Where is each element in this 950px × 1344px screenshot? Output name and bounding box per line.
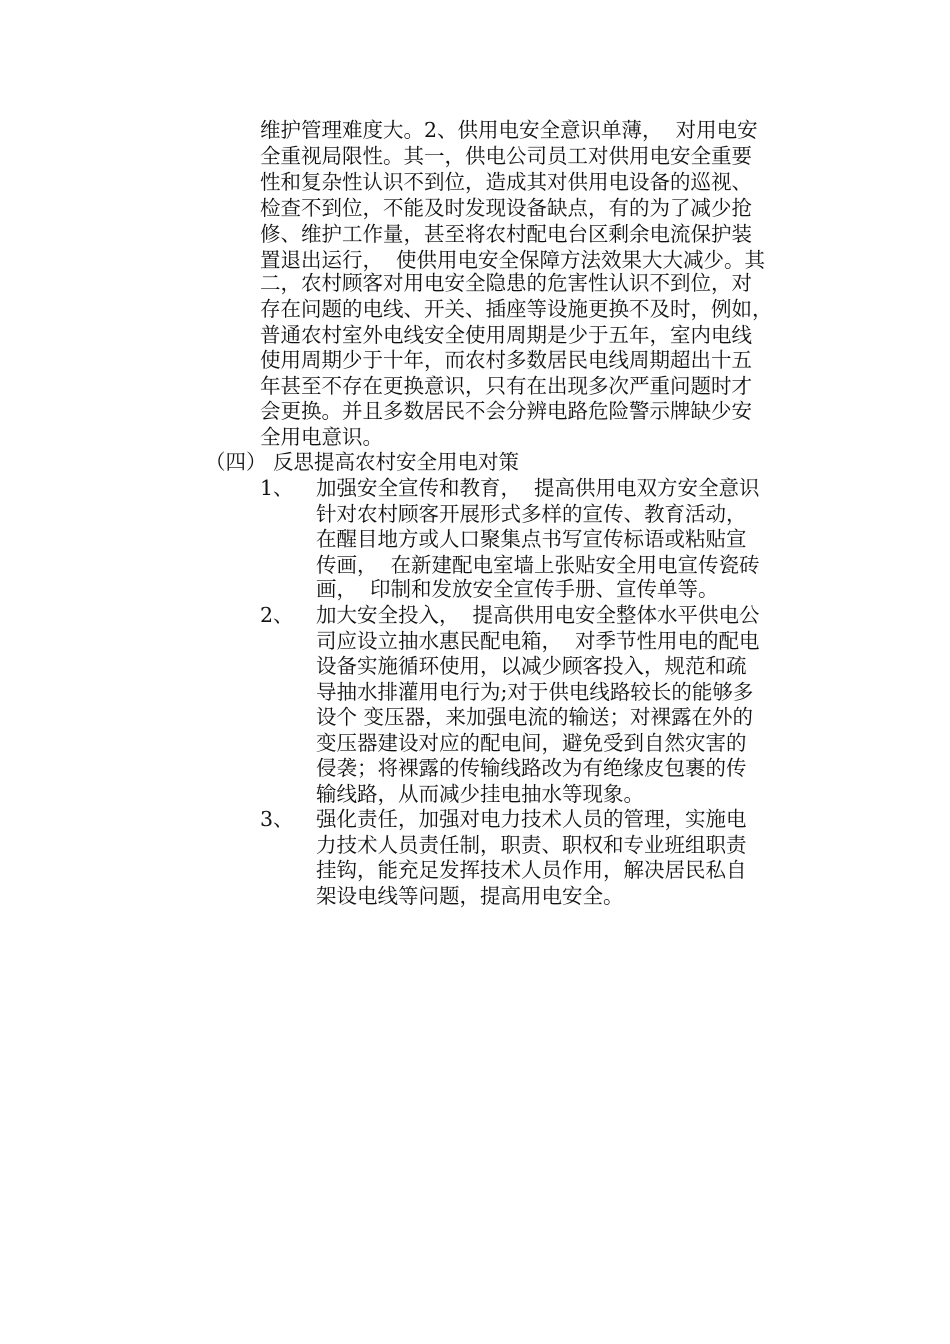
paragraph-line: 会更换。并且多数居民不会分辨电路危险警示牌缺少安 bbox=[260, 399, 752, 423]
paragraph-line: 全用电意识。 bbox=[260, 425, 383, 449]
list-item-line: 导抽水排灌用电行为;对于供电线路较长的能够多 bbox=[316, 680, 754, 704]
paragraph-line: 全重视局限性。其一，供电公司员工对供用电安全重要 bbox=[260, 144, 752, 168]
list-item-line: 加大安全投入， 提高供用电安全整体水平供电公 bbox=[316, 603, 760, 627]
list-item-line: 设备实施循环使用，以减少顾客投入，规范和疏 bbox=[316, 654, 747, 678]
paragraph-line: 修、维护工作量，甚至将农村配电台区剩余电流保护装 bbox=[260, 222, 752, 246]
list-item-line: 针对农村顾客开展形式多样的宣传、教育活动， bbox=[316, 502, 747, 526]
list-item-line: 力技术人员责任制，职责、职权和专业班组职责 bbox=[316, 833, 747, 857]
list-item-line: 变压器建设对应的配电间，避免受到自然灾害的 bbox=[316, 731, 747, 755]
list-item-number: 3、 bbox=[260, 807, 294, 831]
list-item-line: 挂钩，能充足发挥技术人员作用，解决居民私自 bbox=[316, 858, 747, 882]
list-item-number: 2、 bbox=[260, 603, 294, 627]
paragraph-line: 置退出运行， 使供用电安全保障方法效果大大减少。其 bbox=[260, 248, 766, 272]
list-item-line: 画， 印制和发放安全宣传手册、宣传单等。 bbox=[316, 577, 719, 601]
paragraph-line: 使用周期少于十年，而农村多数居民电线周期超出十五 bbox=[260, 348, 752, 372]
paragraph-line: 性和复杂性认识不到位，造成其对供用电设备的巡视、 bbox=[260, 170, 752, 194]
list-item-line: 加强安全宣传和教育， 提高供用电双方安全意识 bbox=[316, 476, 760, 500]
paragraph-line: 存在问题的电线、开关、插座等设施更换不及时，例如， bbox=[260, 297, 773, 321]
list-item-line: 侵袭；将裸露的传输线路改为有绝缘皮包裹的传 bbox=[316, 756, 747, 780]
list-item-line: 在醒目地方或人口聚集点书写宣传标语或粘贴宣 bbox=[316, 527, 747, 551]
list-item-line: 司应设立抽水惠民配电箱， 对季节性用电的配电 bbox=[316, 629, 760, 653]
paragraph-line: 普通农村室外电线安全使用周期是少于五年，室内电线 bbox=[260, 323, 752, 347]
section-heading: （四） 反思提高农村安全用电对策 bbox=[205, 450, 520, 474]
paragraph-line: 检查不到位，不能及时发现设备缺点，有的为了减少抢 bbox=[260, 196, 752, 220]
paragraph-line: 年甚至不存在更换意识，只有在出现多次严重问题时才 bbox=[260, 374, 752, 398]
list-item-line: 强化责任，加强对电力技术人员的管理，实施电 bbox=[316, 807, 747, 831]
list-item-line: 输线路，从而减少挂电抽水等现象。 bbox=[316, 782, 644, 806]
list-item-line: 传画， 在新建配电室墙上张贴安全用电宣传瓷砖 bbox=[316, 553, 760, 577]
paragraph-line: 二，农村顾客对用电安全隐患的危害性认识不到位，对 bbox=[260, 271, 752, 295]
list-item-number: 1、 bbox=[260, 476, 294, 500]
paragraph-line: 维护管理难度大。2、供用电安全意识单薄， 对用电安 bbox=[260, 118, 758, 142]
list-item-line: 架设电线等问题，提高用电安全。 bbox=[316, 884, 624, 908]
list-item-line: 设个 变压器，来加强电流的输送；对裸露在外的 bbox=[316, 705, 754, 729]
